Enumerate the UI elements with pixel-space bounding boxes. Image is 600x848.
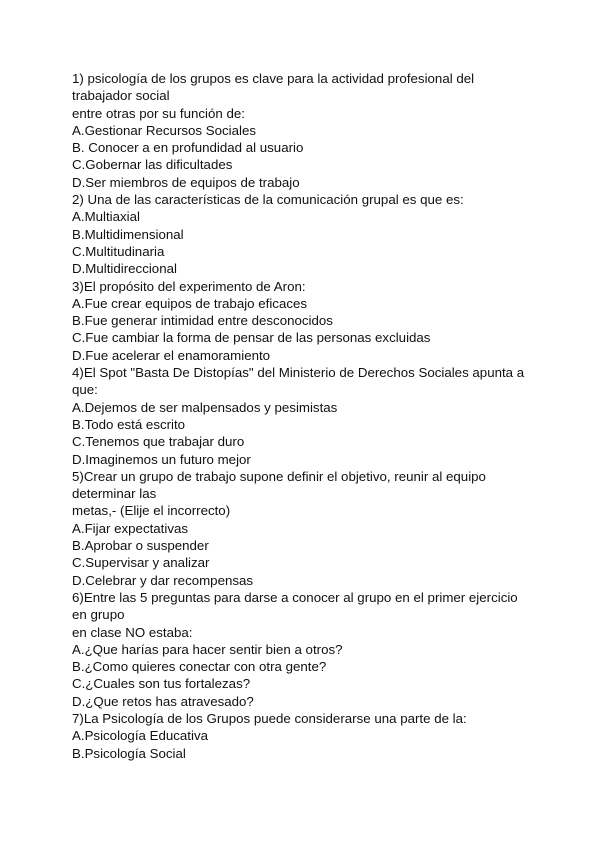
question-2 (72, 191, 542, 277)
question-5-option-a: A.Fijar expectativas (72, 520, 189, 536)
question-5-text-line-2: determinar las (72, 486, 157, 502)
question-1-option-c: C.Gobernar las dificultades (72, 157, 233, 173)
question-2-option-c: C.Multitudinaria (72, 243, 165, 259)
question-1-text-line-2: trabajador social (72, 88, 170, 104)
question-3-option-a: A.Fue crear equipos de trabajo eficaces (72, 295, 308, 311)
question-2-option-b: B.Multidimensional (72, 226, 184, 242)
question-4-text-line-1: 4)El Spot "Basta De Distopías" del Ministerio de Derechos Sociales apunta a (72, 365, 525, 381)
question-2-option-a: A.Multiaxial (72, 209, 140, 225)
question-7 (72, 710, 542, 762)
question-2-option-d: D.Multidireccional (72, 261, 177, 277)
question-1 (72, 70, 542, 191)
question-6-text-line-3: en clase NO estaba: (72, 624, 193, 640)
question-3-option-d: D.Fue acelerar el enamoramiento (72, 347, 271, 363)
question-7-option-b: B.Psicología Social (72, 745, 186, 761)
question-6-text-line-1: 6)Entre las 5 preguntas para darse a conocer al grupo en el primer ejercicio (72, 589, 518, 605)
question-4-option-b: B.Todo está escrito (72, 416, 186, 432)
question-7-option-a: A.Psicología Educativa (72, 728, 209, 744)
question-4-option-c: C.Tenemos que trabajar duro (72, 434, 245, 450)
question-6-option-d: D.¿Que retos has atravesado? (72, 693, 254, 709)
question-5-text-line-1: 5)Crear un grupo de trabajo supone definir el objetivo, reunir al equipo (72, 468, 486, 484)
question-5-option-b: B.Aprobar o suspender (72, 538, 209, 554)
question-1-option-b: B. Conocer a en profundidad al usuario (72, 140, 304, 156)
question-3 (72, 278, 542, 364)
question-6-text-line-2: en grupo (72, 607, 125, 623)
question-6-option-a: A.¿Que harías para hacer sentir bien a otros? (72, 641, 343, 657)
question-7-text-line-1: 7)La Psicología de los Grupos puede considerarse una parte de la: (72, 710, 467, 726)
question-5-option-d: D.Celebrar y dar recompensas (72, 572, 254, 588)
question-1-text-line-1: 1) psicología de los grupos es clave para la actividad profesional del (72, 71, 475, 86)
quiz-document (72, 70, 542, 762)
question-3-text-line-1: 3)El propósito del experimento de Aron: (72, 278, 306, 294)
question-4-option-d: D.Imaginemos un futuro mejor (72, 451, 251, 467)
question-1-text-line-3: entre otras por su función de: (72, 105, 245, 121)
question-5-option-c: C.Supervisar y analizar (72, 555, 210, 571)
question-5 (72, 468, 542, 589)
question-3-option-c: C.Fue cambiar la forma de pensar de las personas excluidas (72, 330, 431, 346)
question-6-option-c: C.¿Cuales son tus fortalezas? (72, 676, 251, 692)
question-5-text-line-3: metas,- (Elije el incorrecto) (72, 503, 231, 519)
question-6-option-b: B.¿Como quieres conectar con otra gente? (72, 659, 327, 675)
question-1-option-a: A.Gestionar Recursos Sociales (72, 122, 257, 138)
question-4-option-a: A.Dejemos de ser malpensados y pesimistas (72, 399, 338, 415)
question-6 (72, 589, 542, 710)
question-4-text-line-2: que: (72, 382, 98, 398)
question-1-option-d: D.Ser miembros de equipos de trabajo (72, 174, 300, 190)
question-4 (72, 364, 542, 468)
question-3-option-b: B.Fue generar intimidad entre desconocidos (72, 313, 333, 329)
question-2-text-line-1: 2) Una de las características de la comunicación grupal es que es: (72, 192, 464, 208)
